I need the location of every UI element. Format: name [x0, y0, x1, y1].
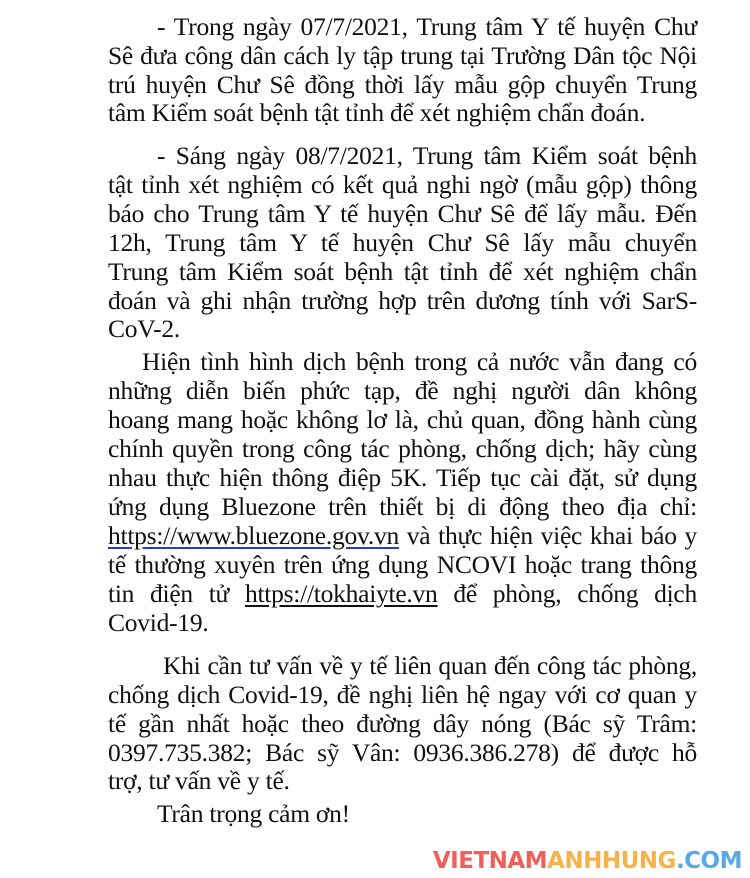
text-line: trú huyện Chư Sê đồng thời lấy mẫu gộp chuyển Trung [108, 70, 697, 99]
text-line: Covid-19. [108, 608, 209, 637]
text-line: Sê đưa công dân cách ly tập trung tại Trường Dân tộc Nội [108, 41, 697, 70]
text-line: những diễn biến phức tạp, đề nghị người dân không [108, 376, 697, 405]
text-line: - Trong ngày 07/7/2021, Trung tâm Y tế huyện Chư [157, 12, 697, 41]
text-line: chính quyền trong công tác phòng, chống dịch; hãy cùng [108, 434, 697, 463]
bluezone-link[interactable]: https://www.bluezone.gov.vn [108, 521, 399, 550]
closing-text: Trân trọng cảm ơn! [157, 799, 350, 828]
tokhaiyte-link[interactable]: https://tokhaiyte.vn [244, 579, 438, 608]
watermark-part-3: .COM [675, 848, 742, 874]
text-line: hoang mang hoặc không lơ là, chủ quan, đồng hành cùng [108, 405, 697, 434]
text-line: tế thường xuyên trên ứng dụng NCOVI hoặc trang thông [108, 550, 697, 579]
text-line: Hiện tình hình dịch bệnh trong cả nước vẫn đang có [142, 347, 697, 376]
text-line: 12h, Trung tâm Y tế huyện Chư Sê lấy mẫu chuyển [108, 228, 697, 257]
text-segment: tin điện tử [108, 579, 245, 608]
text-line: chống dịch Covid-19, đề nghị liên hệ ngay với cơ quan y [108, 680, 697, 709]
text-segment: để phòng, chống dịch [437, 579, 697, 608]
text-line: nhau thực hiện thông điệp 5K. Tiếp tục cài đặt, sử dụng [108, 463, 697, 492]
watermark-part-2: ANHHUNG [547, 848, 676, 874]
text-line: - Sáng ngày 08/7/2021, Trung tâm Kiểm soát bệnh [157, 141, 697, 170]
text-line: báo cho Trung tâm Y tế huyện Chư Sê để lấy mẫu. Đến [108, 199, 697, 228]
text-line: tâm Kiểm soát bệnh tật tỉnh để xét nghiệm chẩn đoán. [108, 98, 646, 127]
text-line: ứng dụng Bluezone trên thiết bị di động theo địa chỉ: [108, 492, 697, 521]
text-line [108, 579, 697, 608]
text-line: 0397.735.382; Bác sỹ Vân: 0936.386.278) để được hỗ [108, 738, 697, 767]
text-line: tật tỉnh xét nghiệm có kết quả nghi ngờ (mẫu gộp) thông [108, 170, 697, 199]
text-line: Khi cần tư vấn về y tế liên quan đến công tác phòng, [163, 651, 697, 680]
text-line: đoán và ghi nhận trường hợp trên dương tính với SarS- [108, 286, 697, 315]
text-line [108, 521, 697, 550]
watermark-logo [433, 848, 742, 874]
text-line: Trung tâm Kiểm soát bệnh tật tỉnh để xét nghiệm chẩn [108, 257, 697, 286]
text-segment: và thực hiện việc khai báo y [398, 521, 697, 550]
watermark-part-1: VIETNAM [432, 848, 548, 874]
text-line: CoV-2. [108, 314, 180, 343]
text-line: trợ, tư vấn về y tế. [108, 766, 290, 795]
text-line: tế gần nhất hoặc theo đường dây nóng (Bác sỹ Trâm: [108, 709, 697, 738]
